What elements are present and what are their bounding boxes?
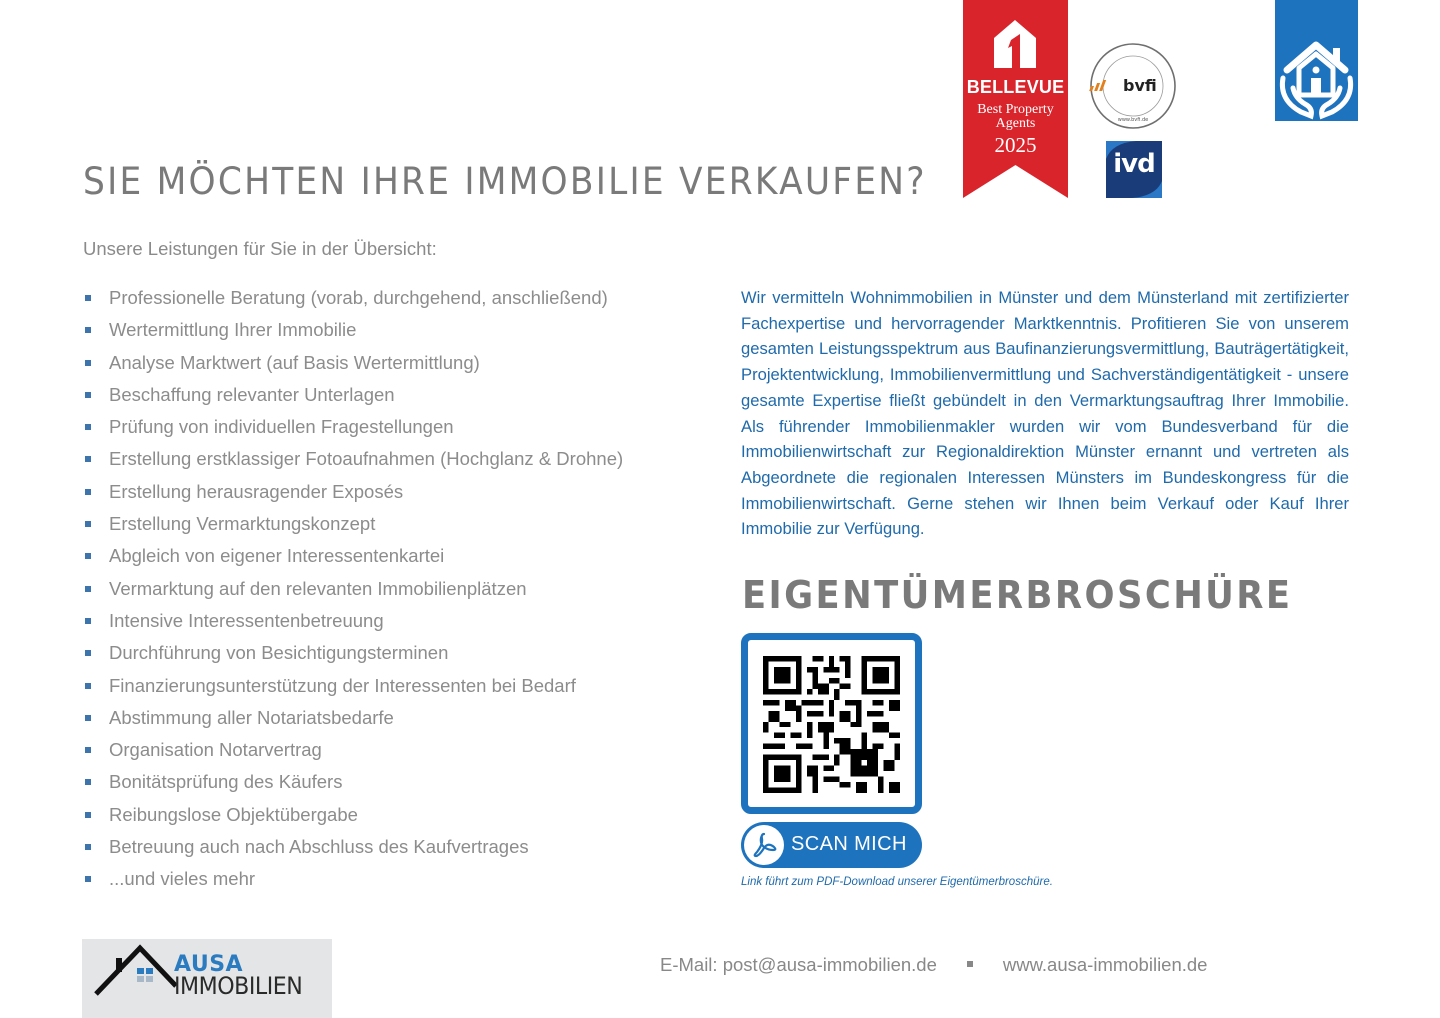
- list-item: [83, 445, 623, 477]
- bullet-square-icon: [85, 650, 91, 656]
- service-label: ...und vieles mehr: [109, 868, 256, 890]
- bullet-square-icon: [85, 876, 91, 882]
- brochure-note: Link führt zum PDF-Download unserer Eigentümerbroschüre.: [741, 876, 1053, 888]
- brochure-qr-code[interactable]: [741, 633, 922, 814]
- scan-me-label: SCAN MICH: [791, 833, 907, 855]
- service-label: Erstellung Vermarktungskonzept: [109, 513, 376, 535]
- service-label: Intensive Interessentenbetreuung: [109, 609, 384, 631]
- list-item: [83, 736, 623, 768]
- house-logo-tile: [1275, 0, 1358, 121]
- list-item: [83, 865, 623, 897]
- service-label: Abgleich von eigener Interessentenkartei: [109, 545, 445, 567]
- bullet-square-icon: [85, 456, 91, 462]
- pdf-icon: [744, 825, 784, 865]
- list-item: [83, 768, 623, 800]
- bullet-square-icon: [85, 392, 91, 398]
- list-item: [83, 316, 623, 348]
- service-label: Wertermittlung Ihrer Immobilie: [109, 319, 357, 341]
- page-title: SIE MÖCHTEN IHRE IMMOBILIE VERKAUFEN?: [83, 160, 927, 203]
- contact-line: [660, 954, 1207, 976]
- service-label: Beschaffung relevanter Unterlagen: [109, 383, 395, 405]
- list-item: [83, 510, 623, 542]
- bullet-square-icon: [85, 812, 91, 818]
- pdf-icon-badge: [744, 825, 784, 865]
- house-in-hands-icon: [1275, 0, 1358, 121]
- ausa-immobilien-logo: [82, 939, 332, 1018]
- service-label: Abstimmung aller Notariatsbedarfe: [109, 706, 394, 728]
- list-item: [83, 801, 623, 833]
- roof-house-icon: [94, 944, 184, 1004]
- bellevue-year: 2025: [994, 133, 1037, 157]
- list-item: [83, 349, 623, 381]
- bullet-square-icon: [85, 844, 91, 850]
- service-label: Analyse Marktwert (auf Basis Wertermittlung): [109, 351, 480, 373]
- ivd-logo: [1106, 141, 1162, 198]
- bellevue-title: BELLEVUE: [966, 77, 1065, 97]
- logo-ausa-text: AUSA: [174, 952, 244, 977]
- bookmark-ribbon-icon: [963, 0, 1068, 198]
- list-item: [83, 672, 623, 704]
- service-label: Erstellung erstklassiger Fotoaufnahmen (Hochglanz & Drohne): [109, 448, 624, 470]
- bullet-square-icon: [85, 553, 91, 559]
- bullet-square-icon: [85, 295, 91, 301]
- service-label: Betreuung auch nach Abschluss des Kaufvertrages: [109, 836, 529, 858]
- bullet-square-icon: [85, 586, 91, 592]
- qr-code-icon: [763, 656, 900, 793]
- bellevue-subtitle-1: Best Property: [977, 102, 1054, 117]
- bullet-square-icon: [85, 715, 91, 721]
- service-label: Vermarktung auf den relevanten Immobilienplätzen: [109, 577, 527, 599]
- scan-me-button[interactable]: [741, 822, 922, 868]
- list-item: [83, 478, 623, 510]
- list-item: [83, 833, 623, 865]
- bullet-square-icon: [85, 779, 91, 785]
- list-item: [83, 575, 623, 607]
- bullet-square-icon: [85, 683, 91, 689]
- list-item: [83, 413, 623, 445]
- service-label: Professionelle Beratung (vorab, durchgehend, anschließend): [109, 287, 608, 308]
- bullet-square-icon: [85, 327, 91, 333]
- service-label: Prüfung von individuellen Fragestellungen: [109, 416, 454, 438]
- list-item: [83, 381, 623, 413]
- svg-text:www.bvfi.de: www.bvfi.de: [1117, 117, 1149, 123]
- service-label: Durchführung von Besichtigungsterminen: [109, 642, 449, 664]
- list-item: [83, 639, 623, 671]
- bvfi-seal-icon: [1089, 42, 1177, 130]
- services-list: [83, 284, 623, 898]
- ivd-label: ivd: [1113, 149, 1155, 179]
- bullet-square-icon: [85, 424, 91, 430]
- bullet-square-icon: [85, 489, 91, 495]
- logo-immobilien-text: IMMOBILIEN: [174, 972, 303, 1000]
- email-link[interactable]: E-Mail: post@ausa-immobilien.de: [660, 954, 937, 975]
- bullet-square-icon: [85, 747, 91, 753]
- bullet-square-icon: [85, 618, 91, 624]
- list-item: [83, 542, 623, 574]
- service-label: Finanzierungsunterstützung der Interessenten bei Bedarf: [109, 674, 576, 696]
- list-item: [83, 607, 623, 639]
- bullet-square-icon: [85, 521, 91, 527]
- svg-text:bvfi: bvfi: [1123, 76, 1157, 95]
- brochure-title: EIGENTÜMERBROSCHÜRE: [742, 573, 1293, 617]
- bellevue-subtitle-2: Agents: [995, 116, 1036, 131]
- website-link[interactable]: www.ausa-immobilien.de: [1002, 954, 1208, 975]
- separator-square-icon: [967, 961, 973, 967]
- list-item: [83, 284, 623, 316]
- service-label: Reibungslose Objektübergabe: [109, 803, 358, 825]
- bullet-square-icon: [85, 360, 91, 366]
- service-label: Bonitätsprüfung des Käufers: [109, 771, 343, 793]
- services-intro: Unsere Leistungen für Sie in der Übersicht:: [83, 238, 437, 259]
- list-item: [83, 704, 623, 736]
- bvfi-membership-seal: [1089, 42, 1177, 130]
- service-label: Erstellung herausragender Exposés: [109, 480, 404, 502]
- about-paragraph: Wir vermitteln Wohnimmobilien in Münster und dem Münsterland mit zertifizierter Fachexpertise und hervorragender Marktkenntnis. Profitieren Sie von unserem gesamten Leistungsspektrum aus Baufinanzierungsvermittlung, Bauträgertätigkeit, Projektentwicklung, Immobilienvermittlung und Sachverständigentätigkeit - unsere gesamte Expertise fließt gebündelt in den Vermarktungsauftrag Ihrer Immobilie. Als führender Immobilienmakler wurden wir vom Bundesverband für die Immobilienwirtschaft zur Regionaldirektion Münster ernannt und vertreten als Abgeordnete die regionalen Interessen Münsters im Bundeskongress für die Immobilienwirtschaft. Gerne stehen wir Ihnen beim Verkauf oder Kauf Ihrer Immobilie zur Verfügung.: [741, 288, 1349, 539]
- bellevue-award-badge: [963, 0, 1068, 198]
- service-label: Organisation Notarvertrag: [109, 739, 322, 761]
